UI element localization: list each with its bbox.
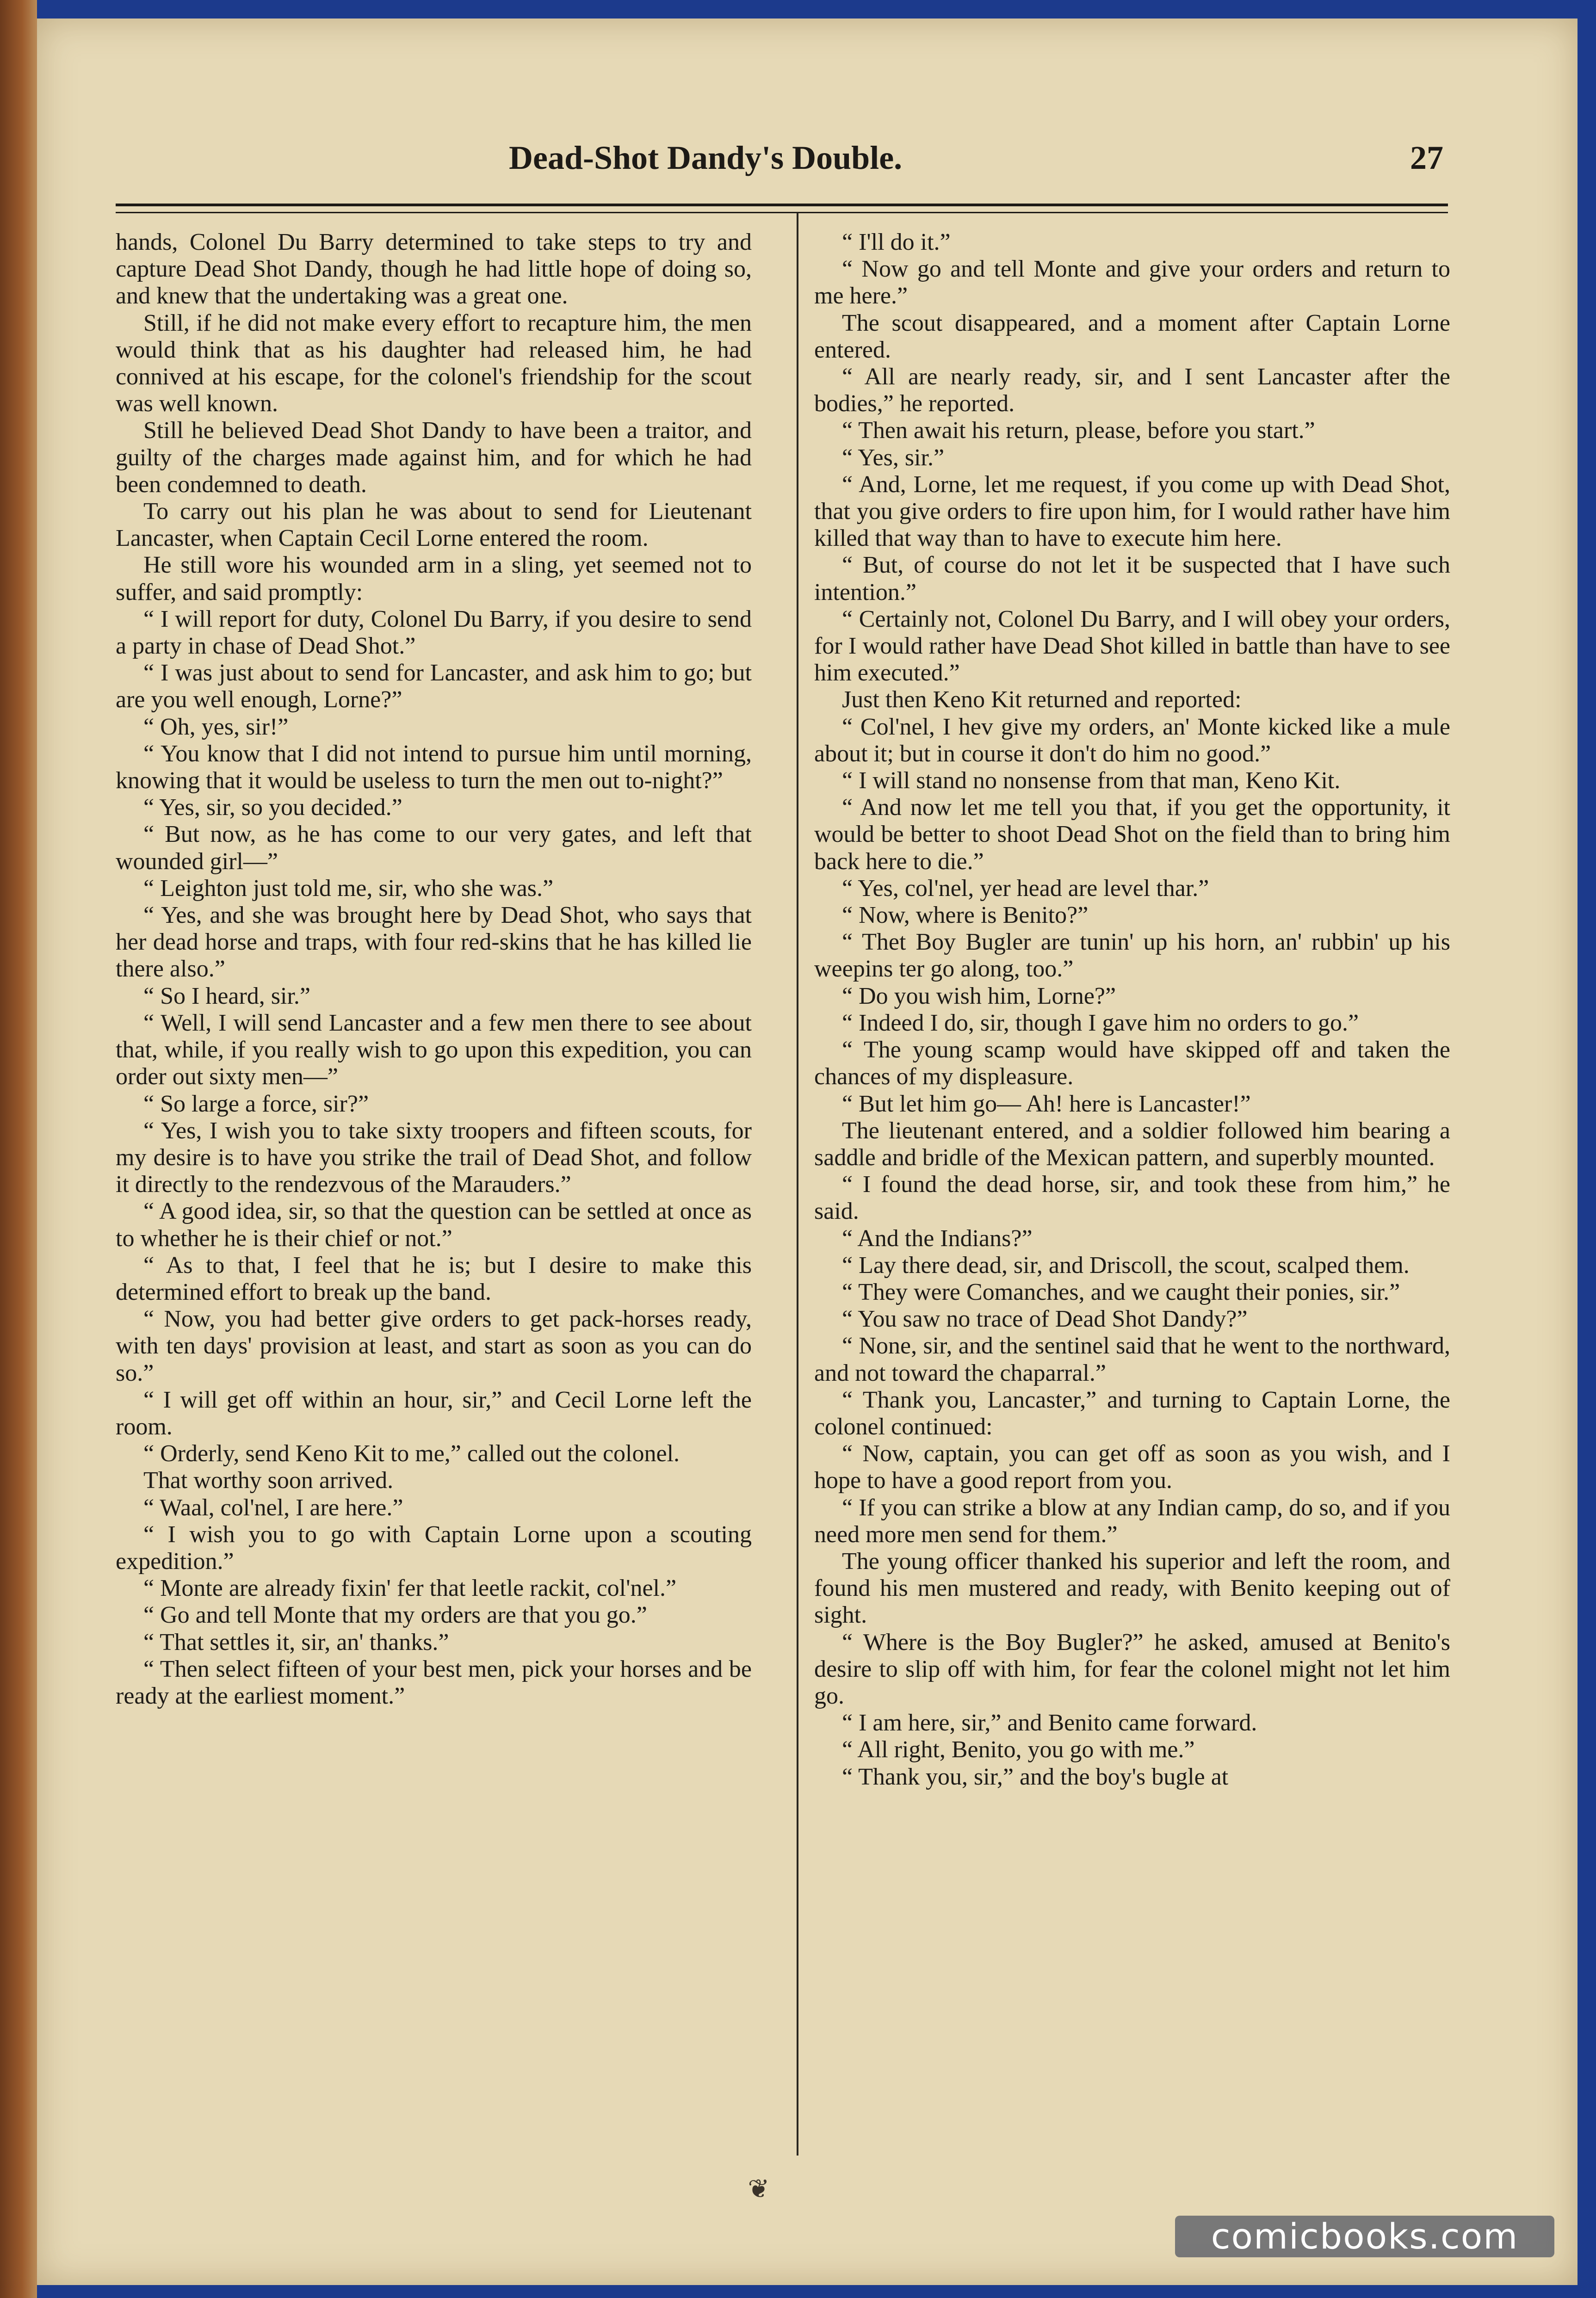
running-header-title: Dead-Shot Dandy's Double. (509, 139, 903, 176)
paragraph: “ I will report for duty, Colonel Du Barry, if you desire to send a party in chase of Dead Shot.” (116, 605, 752, 660)
paragraph: “ Thet Boy Bugler are tunin' up his horn, an' rubbin' up his weepins ter go along, too.” (814, 929, 1450, 982)
paragraph: Still he believed Dead Shot Dandy to have been a traitor, and guilty of the charges made against him, and for which he had been condemned to death. (116, 417, 752, 498)
paragraph: hands, Colonel Du Barry determined to take steps to try and capture Dead Shot Dandy, though he had little hope of doing so, and knew that the undertaking was a great one. (116, 229, 752, 309)
paragraph: “ Do you wish him, Lorne?” (842, 982, 1116, 1009)
paragraph: “ Now go and tell Monte and give your orders and return to me here.” (814, 256, 1450, 309)
paragraph: “ So large a force, sir?” (143, 1090, 369, 1117)
column-divider (797, 213, 798, 2156)
left-text-column (116, 229, 752, 1710)
paragraph: To carry out his plan he was about to send for Lieutenant Lancaster, when Captain Cecil Lorne entered the room. (116, 498, 752, 552)
paragraph: “ I will stand no nonsense from that man, Keno Kit. (842, 767, 1341, 794)
paragraph: That worthy soon arrived. (143, 1467, 394, 1494)
paragraph: “ Go and tell Monte that my orders are that you go.” (143, 1602, 647, 1629)
paragraph: “ I am here, sir,” and Benito came forward. (842, 1710, 1257, 1736)
paragraph: “ All right, Benito, you go with me.” (842, 1736, 1195, 1763)
paragraph: “ I'll do it.” (842, 229, 951, 255)
paragraph: “ Well, I will send Lancaster and a few men there to see about that, while, if you really wish to go upon this expedition, you can order out sixty men—” (116, 1009, 752, 1090)
paragraph: “ Waal, col'nel, I are here.” (143, 1494, 403, 1521)
paragraph: “ Where is the Boy Bugler?” he asked, amused at Benito's desire to slip off with him, for fear the colonel might not let him go. (814, 1629, 1450, 1709)
paragraph: “ Lay there dead, sir, and Driscoll, the scout, scalped them. (842, 1252, 1410, 1279)
paragraph: The scout disappeared, and a moment after Captain Lorne entered. (814, 309, 1450, 363)
paragraph: “ Oh, yes, sir!” (143, 713, 289, 740)
right-text-column (814, 229, 1450, 1791)
paragraph: “ Col'nel, I hev give my orders, an' Monte kicked like a mule about it; but in course it don't do him no good.” (814, 713, 1450, 767)
paragraph: “ But now, as he has come to our very gates, and left that wounded girl—” (116, 821, 752, 875)
header-rule (116, 204, 1448, 213)
paragraph: “ Thank you, sir,” and the boy's bugle at (842, 1763, 1229, 1790)
paragraph: “ I found the dead horse, sir, and took these from him,” he said. (814, 1171, 1450, 1225)
paragraph: “ I wish you to go with Captain Lorne upon a scouting expedition.” (116, 1521, 752, 1575)
paragraph: “ Yes, sir.” (842, 444, 945, 471)
paragraph: “ And, Lorne, let me request, if you come up with Dead Shot, that you give orders to fire upon him, for I would rather have him killed that way than to have to execute him here. (814, 471, 1450, 552)
paragraph: He still wore his wounded arm in a sling, yet seemed not to suffer, and said promptly: (116, 552, 752, 605)
paragraph: “ All are nearly ready, sir, and I sent Lancaster after the bodies,” he reported. (814, 364, 1450, 417)
paragraph: The young officer thanked his superior and left the room, and found his men mustered and ready, with Benito keeping out of sight. (814, 1548, 1450, 1629)
paragraph: “ And now let me tell you that, if you get the opportunity, it would be better to shoot Dead Shot on the field than to bring him back here to die.” (814, 794, 1450, 875)
paragraph: “ Certainly not, Colonel Du Barry, and I will obey your orders, for I would rather have Dead Shot killed in battle than have to see him executed.” (814, 605, 1450, 686)
paragraph: “ Yes, I wish you to take sixty troopers and fifteen scouts, for my desire is to have you strike the trail of Dead Shot, and follow it directly to the rendezvous of the Marauders.” (116, 1117, 752, 1198)
paragraph: “ You saw no trace of Dead Shot Dandy?” (842, 1306, 1248, 1333)
paragraph: Just then Keno Kit returned and reported: (842, 686, 1242, 713)
paragraph: “ That settles it, sir, an' thanks.” (143, 1629, 449, 1656)
paragraph: “ Orderly, send Keno Kit to me,” called out the colonel. (143, 1440, 680, 1467)
page-number: 27 (1410, 139, 1443, 176)
paragraph: “ And the Indians?” (842, 1225, 1033, 1252)
paragraph: “ So I heard, sir.” (143, 982, 311, 1009)
paragraph: “ The young scamp would have skipped off and taken the chances of my displeasure. (814, 1037, 1450, 1090)
paragraph: “ Now, captain, you can get off as soon as you wish, and I hope to have a good report from you. (814, 1440, 1450, 1494)
book-binding-edge (0, 0, 37, 2298)
site-watermark: comicbooks.com (1175, 2216, 1554, 2257)
paragraph: “ Now, where is Benito?” (842, 902, 1089, 929)
paragraph: “ But let him go— Ah! here is Lancaster!” (842, 1090, 1251, 1117)
paragraph: “ Indeed I do, sir, though I gave him no orders to go.” (842, 1009, 1359, 1036)
paragraph: “ Now, you had better give orders to get pack-horses ready, with ten days' provision at least, and start as soon as you can do so.” (116, 1306, 752, 1386)
paragraph: “ You know that I did not intend to pursue him until morning, knowing that it would be useless to turn the men out to-night?” (116, 740, 752, 794)
paragraph: The lieutenant entered, and a soldier followed him bearing a saddle and bridle of the Mexican pattern, and superbly mounted. (814, 1117, 1450, 1171)
paragraph: “ Leighton just told me, sir, who she was.” (143, 875, 554, 902)
paragraph: “ But, of course do not let it be suspected that I have such intention.” (814, 552, 1450, 605)
paragraph: “ Then await his return, please, before you start.” (842, 417, 1315, 444)
paragraph: “ Monte are already fixin' fer that leetle rackit, col'nel.” (143, 1575, 677, 1602)
paragraph: “ A good idea, sir, so that the question can be settled at once as to whether he is their chief or not.” (116, 1198, 752, 1252)
paragraph: “ They were Comanches, and we caught their ponies, sir.” (842, 1279, 1400, 1305)
paragraph: “ Then select fifteen of your best men, pick your horses and be ready at the earliest moment.” (116, 1656, 752, 1709)
paragraph: “ Yes, and she was brought here by Dead Shot, who says that her dead horse and traps, with four red-skins that he has killed lie there also.” (116, 902, 752, 982)
paragraph: “ Yes, col'nel, yer head are level thar.” (842, 875, 1209, 902)
paragraph: “ I was just about to send for Lancaster, and ask him to go; but are you well enough, Lorne?” (116, 660, 752, 713)
paragraph: “ As to that, I feel that he is; but I desire to make this determined effort to break up the band. (116, 1252, 752, 1305)
paragraph: “ If you can strike a blow at any Indian camp, do so, and if you need more men send for them.” (814, 1494, 1450, 1548)
paragraph: “ I will get off within an hour, sir,” and Cecil Lorne left the room. (116, 1386, 752, 1440)
paragraph: “ Yes, sir, so you decided.” (143, 794, 402, 821)
paragraph: Still, if he did not make every effort to recapture him, the men would think that as his daughter had released him, he had connived at his escape, for the colonel's friendship for the scout was well known. (116, 309, 752, 417)
footer-ornament: ❦ (748, 2175, 770, 2204)
paragraph: “ None, sir, and the sentinel said that he went to the northward, and not toward the chaparral.” (814, 1333, 1450, 1386)
paragraph: “ Thank you, Lancaster,” and turning to Captain Lorne, the colonel continued: (814, 1386, 1450, 1440)
